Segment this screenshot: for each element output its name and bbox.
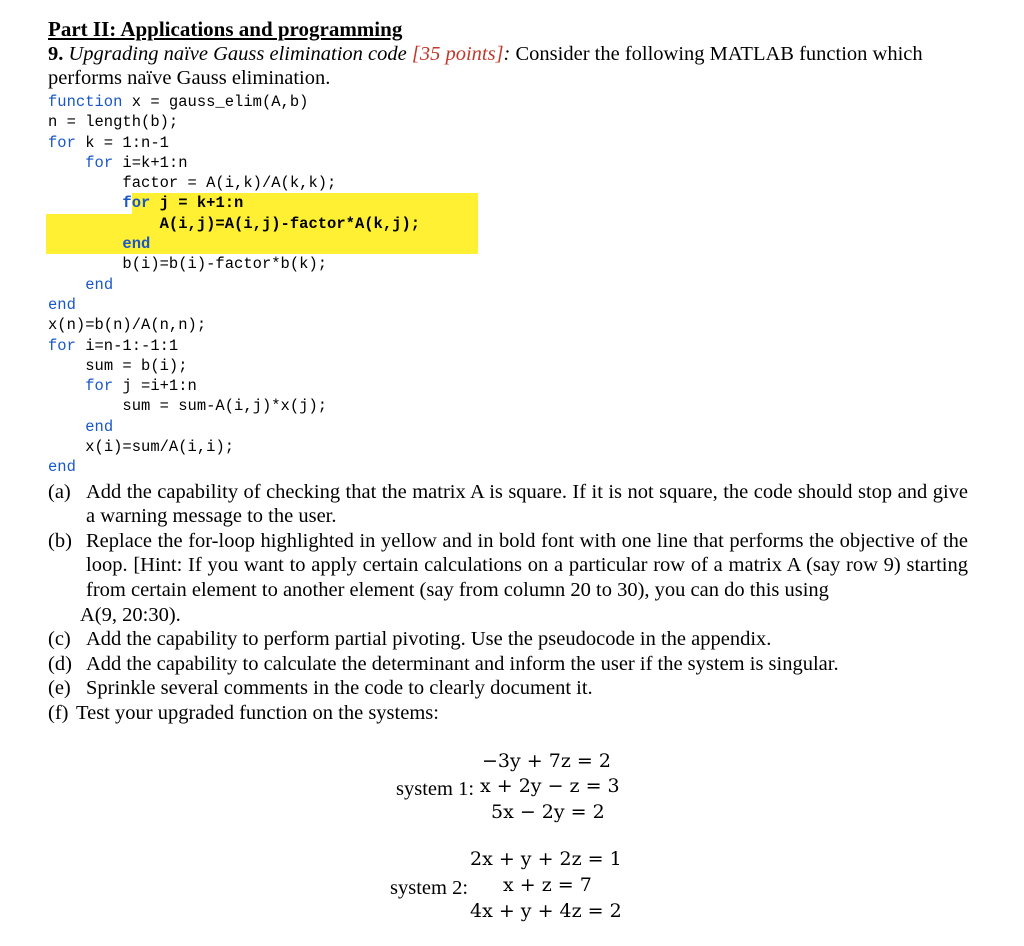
task-text: Sprinkle several comments in the code to clearly document it. xyxy=(86,677,593,700)
task-text: Replace the for-loop highlighted in yellow and in bold font with one line that performs the objective of the loop. [Hint: If you want to apply certain calculations on a particular row of a matrix A (say row 9) starting from certain element to another element (say from column 20 to 30), you can do this using xyxy=(86,529,968,602)
task-text: Add the capability to perform partial pivoting. Use the pseudocode in the appendix. xyxy=(86,628,772,651)
intro-text-b: function which xyxy=(799,43,923,65)
code-line-19 xyxy=(48,457,968,477)
code-line-3 xyxy=(48,133,968,153)
intro-line-2: performs naïve Gauss elimination. xyxy=(48,67,331,89)
task-item-d xyxy=(48,652,968,677)
system-2-eq-1: 2x + y + 2z = 1 xyxy=(470,848,622,870)
section-heading: Part II: Applications and programming xyxy=(48,17,403,41)
code-keyword: end xyxy=(122,235,151,254)
system-1-eq-2: x + 2y − z = 3 xyxy=(480,775,620,797)
code-keyword: end xyxy=(85,275,114,294)
code-text: sum = b(i); xyxy=(85,356,188,375)
code-keyword: for xyxy=(85,153,114,172)
code-text: x(n)=b(n)/A(n,n); xyxy=(48,316,207,335)
task-label: (d) xyxy=(48,652,72,675)
task-text: Add the capability to calculate the determinant and inform the user if the system is singular. xyxy=(86,652,839,675)
code-line-14 xyxy=(48,356,968,376)
system-1-label: system 1: xyxy=(396,778,475,800)
code-line-13 xyxy=(48,336,968,356)
code-text: i=k+1:n xyxy=(113,153,188,172)
task-text: Test your upgraded function on the systems: xyxy=(76,701,439,724)
code-line-6 xyxy=(48,193,968,213)
system-2-eq-3: 4x + y + 4z = 2 xyxy=(470,900,622,922)
task-item-e xyxy=(48,676,968,701)
system-2-eq-2: x + z = 7 xyxy=(503,874,592,896)
code-line-12 xyxy=(48,315,968,335)
code-line-2 xyxy=(48,112,968,132)
problem-points: [35 points] xyxy=(411,43,504,65)
code-line-15 xyxy=(48,376,968,396)
task-item-f xyxy=(48,701,968,726)
problem-intro xyxy=(48,42,968,90)
matlab-word: MATLAB xyxy=(709,43,794,65)
matlab-code-block xyxy=(48,92,968,478)
code-text: n = length(b); xyxy=(48,113,179,132)
code-line-9 xyxy=(48,254,968,274)
system-1-eq-3: 5x − 2y = 2 xyxy=(491,801,605,823)
system-2-label: system 2: xyxy=(390,877,469,899)
code-keyword: for xyxy=(48,336,76,355)
code-line-18 xyxy=(48,437,968,457)
intro-text-a: Consider the following xyxy=(515,43,705,65)
code-line-11 xyxy=(48,295,968,315)
task-text: Add the capability of checking that the matrix A is square. If it is not square, the code should stop and give a warning message to the user. xyxy=(86,480,968,528)
problem-number: 9. xyxy=(48,43,64,65)
task-b-example: A(9, 20:30). xyxy=(80,603,181,626)
code-line-17 xyxy=(48,417,968,437)
code-text: sum = sum-A(i,j)*x(j); xyxy=(122,397,328,416)
code-text: i=n-1:-1:1 xyxy=(75,336,179,355)
task-list xyxy=(48,480,968,726)
code-keyword: for xyxy=(48,133,76,152)
problem-title: Upgrading naïve Gauss elimination code xyxy=(68,43,407,65)
problem-colon: : xyxy=(503,43,511,65)
task-label: (e) xyxy=(48,677,71,700)
system-1-eq-1: −3y + 7z = 2 xyxy=(482,750,611,772)
code-keyword: end xyxy=(48,295,76,314)
code-keyword: end xyxy=(85,417,114,436)
code-line-5 xyxy=(48,173,968,193)
task-label: (a) xyxy=(48,480,71,503)
code-line-16 xyxy=(48,396,968,416)
code-line-4 xyxy=(48,153,968,173)
code-line-10 xyxy=(48,275,968,295)
code-keyword: for xyxy=(122,194,151,213)
task-item-a xyxy=(48,480,968,529)
code-keyword: end xyxy=(48,458,76,477)
code-text: k = 1:n-1 xyxy=(75,133,169,152)
code-text: j = k+1:n xyxy=(150,194,244,213)
task-item-b xyxy=(48,529,968,603)
code-keyword: function xyxy=(48,93,123,111)
code-line-8 xyxy=(48,234,968,254)
code-text: x(i)=sum/A(i,i); xyxy=(85,438,235,457)
code-keyword: for xyxy=(85,377,114,396)
task-item-c xyxy=(48,627,968,652)
code-line-1 xyxy=(48,92,968,112)
code-text: factor = A(i,k)/A(k,k); xyxy=(122,174,337,193)
task-label: (f) xyxy=(48,701,69,724)
code-text: j =i+1:n xyxy=(113,377,197,396)
code-text: b(i)=b(i)-factor*b(k); xyxy=(122,255,328,274)
task-label: (c) xyxy=(48,628,71,651)
document-page xyxy=(48,16,968,726)
code-text: A(i,j)=A(i,j)-factor*A(k,j); xyxy=(159,214,421,233)
task-label: (b) xyxy=(48,529,72,552)
highlighted-for-loop xyxy=(48,193,968,254)
code-line-7 xyxy=(48,214,968,234)
code-text: x = gauss_elim(A,b) xyxy=(122,93,309,111)
